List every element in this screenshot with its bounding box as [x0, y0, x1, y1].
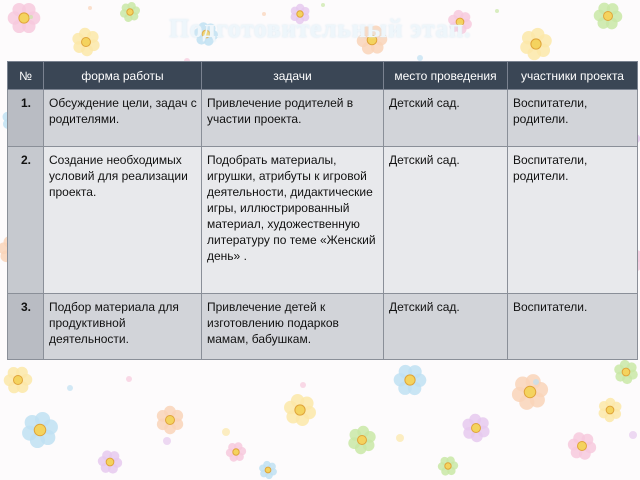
dot-decoration [533, 379, 539, 385]
flower-decoration [4, 367, 33, 394]
flower-decoration [284, 394, 316, 426]
tasks-cell: Привлечение детей к изготовлению подарков мамам, бабушкам. [202, 294, 384, 360]
flower-decoration [157, 406, 183, 435]
dot-decoration [629, 431, 637, 439]
flower-decoration [568, 432, 596, 460]
flower-decoration [22, 412, 58, 448]
work-form-cell: Обсуждение цели, задач с родителями. [44, 90, 202, 147]
flower-decoration [226, 442, 246, 461]
dot-decoration [396, 434, 404, 442]
row-number: 1. [8, 90, 44, 147]
header-participants: участники проекта [508, 62, 638, 90]
row-number: 2. [8, 147, 44, 294]
dot-decoration [67, 385, 73, 391]
flower-decoration [614, 360, 638, 384]
table-header-row [8, 62, 638, 90]
flower-decoration [462, 414, 489, 442]
participants-cell: Воспитатели, родители. [508, 147, 638, 294]
participants-cell: Воспитатели. [508, 294, 638, 360]
flower-decoration [394, 365, 427, 395]
dot-decoration [321, 3, 325, 7]
flower-decoration [599, 398, 622, 422]
table-row [8, 294, 638, 360]
row-number: 3. [8, 294, 44, 360]
work-form-cell: Создание необходимых условий для реализации проекта. [44, 147, 202, 294]
table-row [8, 90, 638, 147]
preparatory-stage-table [7, 61, 638, 360]
dot-decoration [300, 382, 306, 388]
slide-title: Подготовительный этап. [168, 14, 472, 43]
header-work-form: форма работы [44, 62, 202, 90]
header-place: место проведения [384, 62, 508, 90]
participants-cell: Воспитатели, родители. [508, 90, 638, 147]
dot-decoration [222, 428, 230, 436]
place-cell: Детский сад. [384, 90, 508, 147]
tasks-cell: Привлечение родителей в участии проекта. [202, 90, 384, 147]
place-cell: Детский сад. [384, 294, 508, 360]
table-row [8, 147, 638, 294]
place-cell: Детский сад. [384, 147, 508, 294]
tasks-cell: Подобрать материалы, игрушки, атрибуты к игровой деятельности, дидактические игры, иллюстрированный материал, художественную литературу по теме «Женский день» . [202, 147, 384, 294]
flower-decoration [259, 461, 277, 479]
flower-decoration [98, 450, 122, 473]
flower-decoration [512, 374, 548, 410]
header-number: № [8, 62, 44, 90]
dot-decoration [88, 6, 92, 10]
work-form-cell: Подбор материала для продуктивной деятельности. [44, 294, 202, 360]
dot-decoration [163, 437, 171, 445]
header-tasks: задачи [202, 62, 384, 90]
flower-decoration [348, 426, 375, 454]
dot-decoration [495, 9, 499, 13]
dot-decoration [126, 376, 132, 382]
flower-decoration [438, 456, 458, 475]
